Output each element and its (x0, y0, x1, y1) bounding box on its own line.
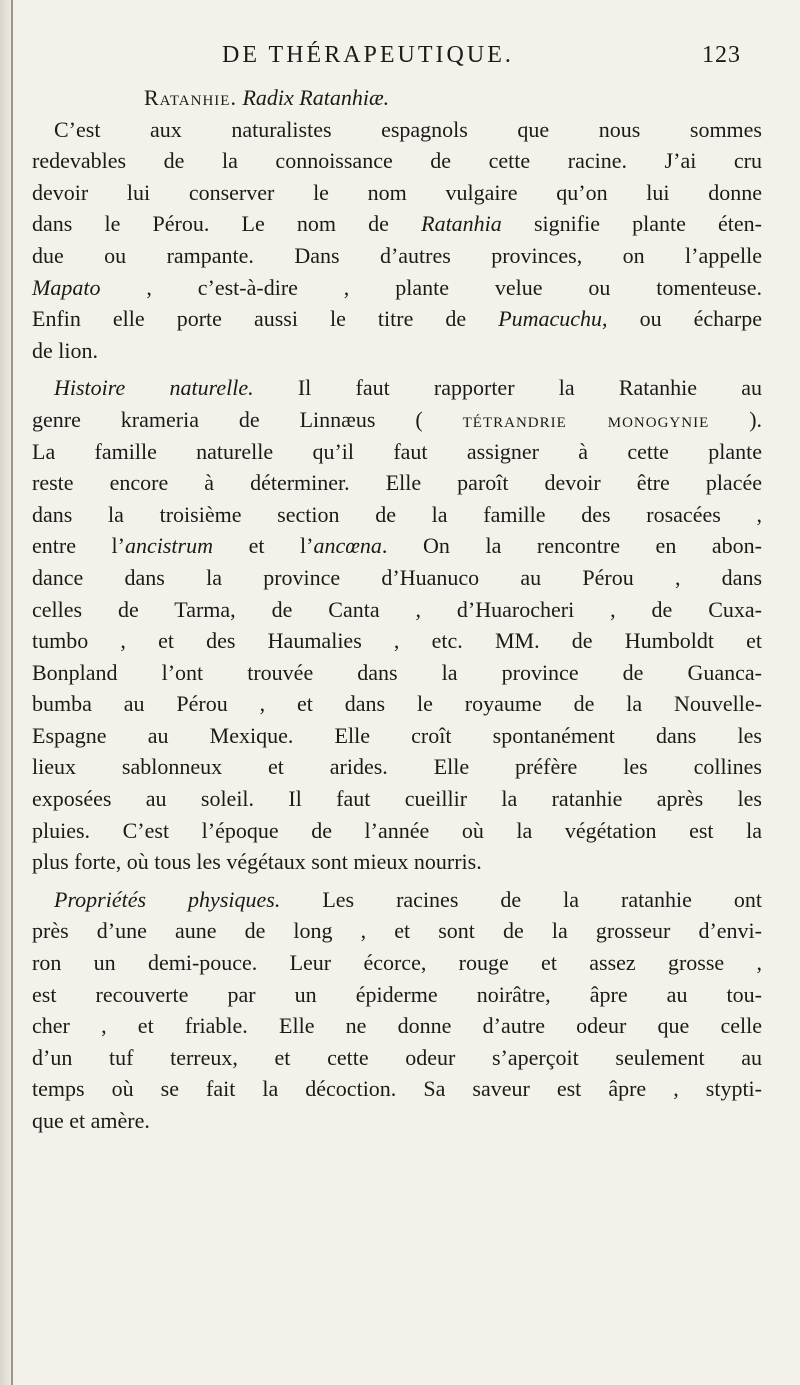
page-body (32, 82, 762, 1137)
text-line: entre l’ancistrum et l’ancœna. On la rencontre en abon- (32, 533, 762, 559)
text-line: dans le Pérou. Le nom de Ratanhia signifie plante éten- (32, 211, 763, 237)
text-line: devoir lui conserver le nom vulgaire qu’on lui donne (32, 179, 762, 205)
text-line: reste encore à déterminer. Elle paroît devoir être placée (32, 470, 762, 496)
text-line: exposées au soleil. Il faut cueillir la ratanhie après les (32, 786, 762, 812)
text-line: genre krameria de Linnæus ( tétrandrie monogynie ). (32, 406, 763, 432)
text-line: cher , et friable. Elle ne donne d’autre odeur que celle (32, 1013, 762, 1039)
text-line: Propriétés physiques. Les racines de la ratanhie ont (54, 886, 762, 912)
text-line: Enfin elle porte aussi le titre de Pumacuchu, ou écharpe (32, 306, 763, 332)
text-line: de lion. (32, 337, 98, 363)
heading-small-caps: Ratanhie. (144, 85, 237, 110)
text-line: plus forte, où tous les végétaux sont mieux nourris. (32, 849, 482, 875)
text-line: Bonpland l’ont trouvée dans la province de Guanca- (32, 659, 762, 685)
text-line: Mapato , c’est-à-dire , plante velue ou tomenteuse. (32, 274, 762, 300)
text-line: que et amère. (32, 1108, 150, 1133)
text-line: lieux sablonneux et arides. Elle préfère les collines (32, 754, 762, 780)
running-head (0, 42, 800, 82)
binding-edge (11, 0, 13, 1385)
heading-latin: Radix Ratanhiæ. (242, 85, 390, 110)
text-line: pluies. C’est l’époque de l’année où la végétation est la (32, 817, 762, 843)
text-line: dans la troisième section de la famille des rosacées , (32, 501, 762, 527)
text-line: tumbo , et des Haumalies , etc. MM. de Humboldt et (32, 628, 762, 654)
text-line: La famille naturelle qu’il faut assigner à cette plante (32, 438, 762, 464)
text-line: redevables de la connoissance de cette racine. J’ai cru (32, 148, 762, 174)
text-line: Espagne au Mexique. Elle croît spontanément dans les (32, 722, 762, 748)
page-number: 123 (702, 42, 741, 68)
text-line: due ou rampante. Dans d’autres provinces, on l’appelle (32, 242, 762, 268)
running-head-title: DE THÉRAPEUTIQUE. (222, 42, 514, 68)
paragraph-3 (32, 884, 762, 1137)
text-line: Histoire naturelle. Il faut rapporter la Ratanhie au (54, 375, 762, 401)
text-line: d’un tuf terreux, et cette odeur s’aperçoit seulement au (32, 1044, 762, 1070)
text-line: bumba au Pérou , et dans le royaume de la Nouvelle- (32, 691, 762, 717)
text-line: dance dans la province d’Huanuco au Pérou , dans (32, 564, 762, 590)
text-line: près d’une aune de long , et sont de la grosseur d’envi- (32, 918, 762, 944)
text-line: est recouverte par un épiderme noirâtre, âpre au tou- (32, 981, 762, 1007)
section-heading (32, 82, 762, 114)
text-line: ron un demi-pouce. Leur écorce, rouge et assez grosse , (32, 950, 762, 976)
text-line: celles de Tarma, de Canta , d’Huarocheri , de Cuxa- (32, 596, 762, 622)
text-line: temps où se fait la décoction. Sa saveur est âpre , stypti- (32, 1076, 762, 1102)
paragraph-1 (32, 114, 762, 367)
paragraph-2 (32, 372, 762, 878)
text-line: C’est aux naturalistes espagnols que nous sommes (54, 116, 762, 142)
